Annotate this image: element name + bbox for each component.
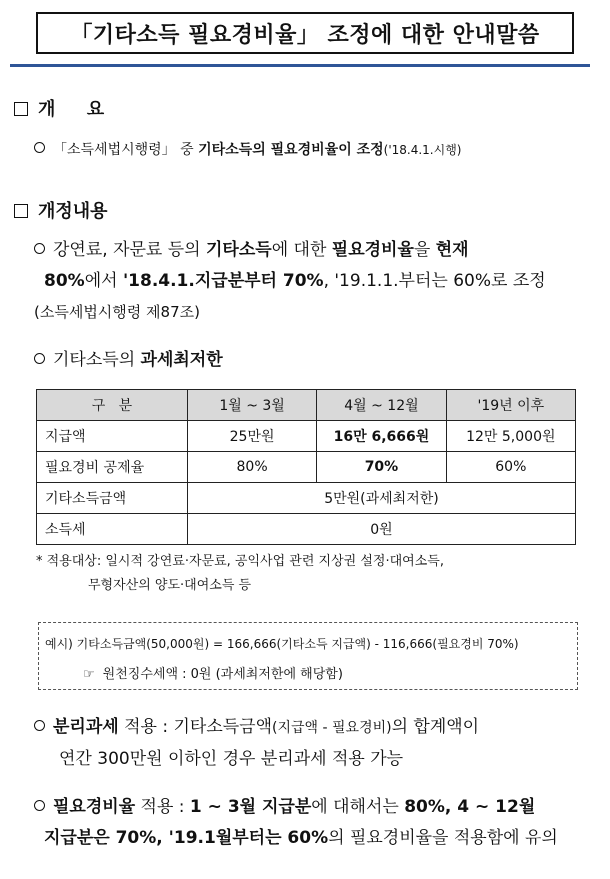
- expense-line-1: 필요경비율 적용 : 1 ~ 3월 지급분에 대해서는 80%, 4 ~ 12월: [34, 792, 594, 823]
- table-header-cell: 구 분: [37, 390, 188, 421]
- page-title: 「기타소득 필요경비율」 조정에 대한 안내말씀: [36, 12, 574, 54]
- separate-taxation-paragraph: [34, 712, 594, 775]
- changes-line-2: 80%에서 '18.4.1.지급분부터 70%, '19.1.1.부터는 60%로 조정: [44, 271, 546, 291]
- table-header-cell: 4월 ~ 12월: [317, 390, 446, 421]
- table-cell: 기타소득금액: [37, 483, 188, 514]
- changes-line-3: (소득세법시행령 제87조): [34, 303, 200, 321]
- section-changes-heading: 개정내용: [14, 197, 108, 223]
- table-cell: 소득세: [37, 514, 188, 545]
- table-cell: 12만 5,000원: [446, 421, 575, 452]
- changes-paragraph: [34, 235, 594, 328]
- table-header-cell: 1월 ~ 3월: [187, 390, 316, 421]
- separate-line-1: 분리과세 적용 : 기타소득금액(지급액 - 필요경비)의 합계액이: [34, 712, 594, 744]
- table-cell: 필요경비 공제율: [37, 452, 188, 483]
- section-overview-heading: 개 요: [14, 95, 104, 121]
- example-line-1: 예시) 기타소득금액(50,000원) = 166,666(기타소득 지급액) - 116,666(필요경비 70%): [45, 637, 519, 651]
- table-row: [37, 452, 576, 483]
- circle-bullet-icon: [34, 243, 45, 254]
- circle-bullet-icon: [34, 800, 45, 811]
- pointing-hand-icon: ☞: [83, 667, 95, 682]
- table-cell: 70%: [317, 452, 446, 483]
- overview-line: 「소득세법시행령」 중 기타소득의 필요경비율이 조정('18.4.1.시행): [34, 138, 462, 162]
- circle-bullet-icon: [34, 720, 45, 731]
- circle-bullet-icon: [34, 353, 45, 364]
- circle-bullet-icon: [34, 142, 45, 153]
- checkbox-square-icon: [14, 102, 28, 116]
- expense-line-2: 지급분은 70%, '19.1월부터는 60%의 필요경비율을 적용함에 유의: [44, 828, 558, 848]
- expense-rate-paragraph: [34, 792, 594, 854]
- table-header-cell: '19년 이후: [446, 390, 575, 421]
- table-row: [37, 421, 576, 452]
- separate-line-2: 연간 300만원 이하인 경우 분리과세 적용 가능: [59, 749, 404, 769]
- example-line-2: ☞ 원천징수세액 : 0원 (과세최저한에 해당함): [83, 667, 343, 682]
- changes-line-1: 강연료, 자문료 등의 기타소득에 대한 필요경비율을 현재: [34, 235, 594, 266]
- footnote: * 적용대상: 일시적 강연료·자문료, 공익사업 관련 지상권 설정·대여소득, 무형자산의 양도·대여소득 등: [36, 554, 444, 593]
- table-cell: 60%: [446, 452, 575, 483]
- checkbox-square-icon: [14, 204, 28, 218]
- table-cell: 16만 6,666원: [317, 421, 446, 452]
- table-header-row: [37, 390, 576, 421]
- table-row: [37, 514, 576, 545]
- table-cell: 80%: [187, 452, 316, 483]
- example-box: [38, 622, 578, 690]
- table-cell: 25만원: [187, 421, 316, 452]
- table-cell: 0원: [187, 514, 575, 545]
- tax-threshold-table: [36, 389, 576, 545]
- title-divider: [10, 64, 590, 67]
- table-row: [37, 483, 576, 514]
- threshold-heading: 기타소득의 과세최저한: [34, 345, 223, 376]
- table-cell: 5만원(과세최저한): [187, 483, 575, 514]
- table-cell: 지급액: [37, 421, 188, 452]
